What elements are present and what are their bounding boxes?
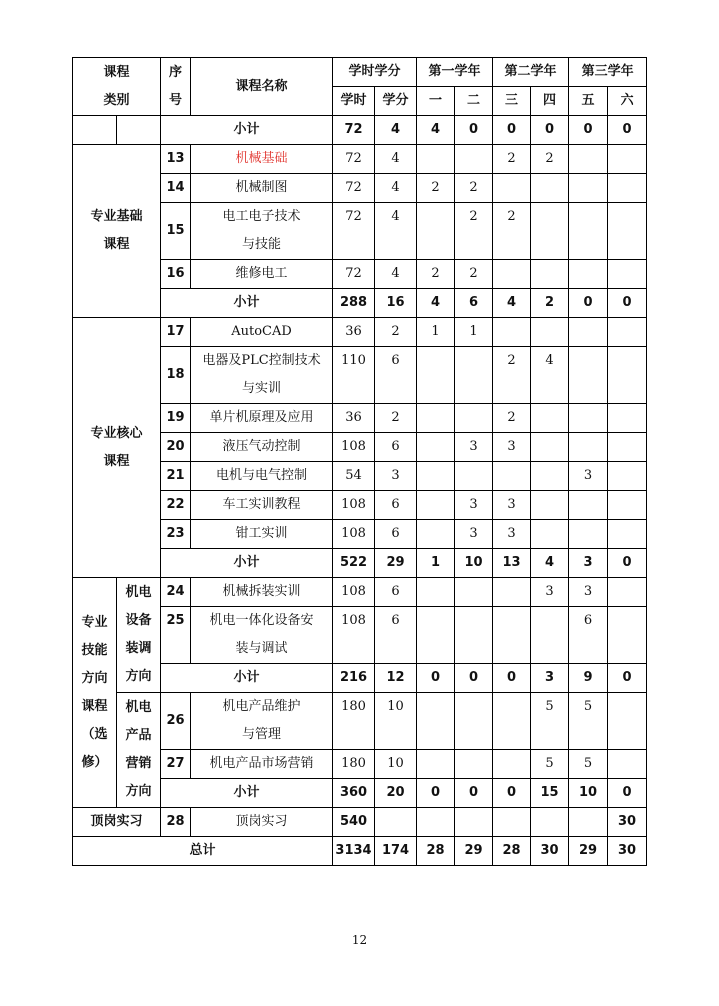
course-name-line2: 与实训: [242, 381, 282, 396]
course-name-line2: 与管理: [242, 727, 282, 742]
category-skill: [73, 578, 117, 808]
subtotal-term: 6: [455, 289, 493, 318]
subtotal-term: 0: [531, 116, 569, 145]
subtotal-term: 0: [455, 664, 493, 693]
total-credits: 174: [375, 837, 417, 866]
subtotal-term: 0: [608, 116, 647, 145]
term-6-header: 六: [608, 87, 647, 116]
seq-header: [161, 58, 191, 116]
course-term: [455, 607, 493, 664]
hours-credits-header: 学时学分: [333, 58, 417, 87]
subtotal-term: 4: [493, 289, 531, 318]
course-hours: 540: [333, 808, 375, 837]
course-no: 16: [161, 260, 191, 289]
category-header: [73, 58, 161, 116]
course-term: [531, 462, 569, 491]
course-term: 3: [569, 578, 608, 607]
course-term: [417, 607, 455, 664]
course-credits: 6: [375, 578, 417, 607]
course-term: 2: [493, 203, 531, 260]
direction-line: 方向: [125, 669, 152, 684]
table-row: [73, 318, 647, 347]
course-term: [455, 462, 493, 491]
course-term: [417, 433, 455, 462]
course-term: [569, 174, 608, 203]
subtotal-label: 小计: [161, 664, 333, 693]
course-term: 3: [493, 491, 531, 520]
subtotal-hours: 288: [333, 289, 375, 318]
course-term: 2: [531, 145, 569, 174]
hours-header: 学时: [333, 87, 375, 116]
course-term: [608, 404, 647, 433]
course-term: [417, 203, 455, 260]
course-term: [531, 318, 569, 347]
course-term: 2: [417, 260, 455, 289]
course-term: [455, 578, 493, 607]
course-term: [455, 347, 493, 404]
course-hours: 108: [333, 433, 375, 462]
course-hours: 110: [333, 347, 375, 404]
course-credits: 6: [375, 491, 417, 520]
total-term: 29: [569, 837, 608, 866]
course-term: [608, 693, 647, 750]
course-term: 2: [455, 174, 493, 203]
category-header-line2: 类别: [103, 92, 130, 108]
subtotal-credits: 12: [375, 664, 417, 693]
subtotal-term: 0: [608, 664, 647, 693]
header-row-1: [73, 58, 647, 87]
subtotal-term: 0: [569, 116, 608, 145]
course-no: 15: [161, 203, 191, 260]
subtotal-term: 2: [531, 289, 569, 318]
course-term: [531, 404, 569, 433]
course-name: 单片机原理及应用: [191, 404, 333, 433]
course-hours: 108: [333, 520, 375, 549]
course-term: [455, 145, 493, 174]
course-term: [455, 750, 493, 779]
course-name: 机械制图: [191, 174, 333, 203]
course-name: [191, 607, 333, 664]
course-term: 3: [455, 491, 493, 520]
course-term: [493, 808, 531, 837]
category-header-line1: 课程: [103, 64, 130, 80]
subtotal-term: 10: [569, 779, 608, 808]
category-core-line1: 专业核心: [90, 425, 143, 441]
course-no: 20: [161, 433, 191, 462]
subtotal-term: 0: [417, 779, 455, 808]
credits-header: 学分: [375, 87, 417, 116]
subtotal-hours: 522: [333, 549, 375, 578]
course-term: [531, 203, 569, 260]
course-name-line1: 机电产品维护: [222, 699, 301, 714]
subtotal-term: 4: [531, 549, 569, 578]
subtotal-term: 0: [455, 779, 493, 808]
course-name: 机械基础: [191, 145, 333, 174]
course-term: [493, 462, 531, 491]
course-no: 24: [161, 578, 191, 607]
course-term: [417, 578, 455, 607]
total-term: 30: [531, 837, 569, 866]
course-credits: 4: [375, 260, 417, 289]
course-hours: 72: [333, 145, 375, 174]
course-term: [417, 404, 455, 433]
course-term: 2: [417, 174, 455, 203]
course-term: [455, 693, 493, 750]
subtotal-term: 0: [455, 116, 493, 145]
table-row: [73, 578, 647, 607]
direction-line: 机电: [125, 700, 152, 715]
course-hours: 54: [333, 462, 375, 491]
course-no: 18: [161, 347, 191, 404]
total-term: 29: [455, 837, 493, 866]
total-row: [73, 837, 647, 866]
subtotal-label: 小计: [161, 289, 333, 318]
course-credits: 10: [375, 693, 417, 750]
course-term: [608, 607, 647, 664]
course-term: 1: [455, 318, 493, 347]
subtotal-term: 0: [493, 779, 531, 808]
page-number: 12: [351, 933, 368, 947]
direction-line: 营销: [125, 756, 152, 771]
course-hours: 180: [333, 750, 375, 779]
subtotal-term: 0: [608, 549, 647, 578]
course-credits: 6: [375, 433, 417, 462]
course-term: 3: [455, 520, 493, 549]
course-term: [608, 578, 647, 607]
course-term: [455, 808, 493, 837]
direction-line: 装调: [125, 641, 152, 656]
course-term: 3: [493, 433, 531, 462]
course-term: [531, 607, 569, 664]
course-no: 19: [161, 404, 191, 433]
course-term: [569, 491, 608, 520]
term-1-header: 一: [417, 87, 455, 116]
course-hours: 108: [333, 607, 375, 664]
subtotal-term: 0: [569, 289, 608, 318]
subtotal-label: 小计: [161, 116, 333, 145]
course-term: 2: [493, 404, 531, 433]
course-term: [417, 693, 455, 750]
course-no: 17: [161, 318, 191, 347]
course-term: 1: [417, 318, 455, 347]
course-credits: 4: [375, 203, 417, 260]
course-name: 机电产品市场营销: [191, 750, 333, 779]
course-term: [608, 433, 647, 462]
course-term: [417, 462, 455, 491]
course-name-header: 课程名称: [191, 58, 333, 116]
course-term: [531, 808, 569, 837]
course-no: 14: [161, 174, 191, 203]
subtotal-term: 4: [417, 289, 455, 318]
course-term: [608, 318, 647, 347]
course-term: [417, 808, 455, 837]
course-term: [531, 491, 569, 520]
course-term: [569, 145, 608, 174]
subtotal-term: 0: [493, 664, 531, 693]
course-term: 3: [569, 462, 608, 491]
course-name: [191, 693, 333, 750]
subtotal-hours: 216: [333, 664, 375, 693]
direction-line: 产品: [125, 728, 152, 743]
course-name: 机械拆装实训: [191, 578, 333, 607]
course-no: 27: [161, 750, 191, 779]
course-term: [417, 491, 455, 520]
internship-row: [73, 808, 647, 837]
subtotal-term: 10: [455, 549, 493, 578]
course-term: 3: [493, 520, 531, 549]
seq-header-line1: 序: [169, 64, 183, 80]
category-skill-line: 技能: [81, 642, 108, 658]
course-hours: 72: [333, 174, 375, 203]
course-term: [608, 145, 647, 174]
subtotal-credits: 4: [375, 116, 417, 145]
course-term: [608, 174, 647, 203]
course-term: [608, 462, 647, 491]
category-basic-line2: 课程: [103, 237, 130, 252]
course-credits: 2: [375, 404, 417, 433]
course-term: [608, 491, 647, 520]
course-name: AutoCAD: [191, 318, 333, 347]
course-term: [569, 808, 608, 837]
course-name: [191, 203, 333, 260]
course-credits: 4: [375, 174, 417, 203]
subtotal-label: 小计: [161, 549, 333, 578]
course-name-line1: 电器及PLC控制技术: [202, 353, 321, 368]
course-term: 5: [531, 750, 569, 779]
subtotal-term: 4: [417, 116, 455, 145]
year3-header: 第三学年: [569, 58, 647, 87]
course-term: [531, 433, 569, 462]
course-no: 23: [161, 520, 191, 549]
direction-equipment: [117, 578, 161, 693]
subtotal-hours: 72: [333, 116, 375, 145]
subtotal-term: 13: [493, 549, 531, 578]
course-term: 4: [531, 347, 569, 404]
course-term: [569, 318, 608, 347]
course-term: [493, 318, 531, 347]
course-term: [493, 578, 531, 607]
course-term: 30: [608, 808, 647, 837]
course-credits: 3: [375, 462, 417, 491]
category-core-line2: 课程: [103, 453, 130, 469]
year1-header: 第一学年: [417, 58, 493, 87]
course-term: 3: [455, 433, 493, 462]
term-3-header: 三: [493, 87, 531, 116]
direction-line: 设备: [125, 613, 152, 628]
course-term: [531, 520, 569, 549]
subtotal-term: 0: [608, 289, 647, 318]
course-term: [417, 750, 455, 779]
subtotal-term: 0: [417, 664, 455, 693]
category-skill-line: 修）: [81, 754, 108, 770]
course-term: 2: [455, 260, 493, 289]
course-term: [569, 433, 608, 462]
course-credits: 2: [375, 318, 417, 347]
course-term: [569, 260, 608, 289]
course-no: 25: [161, 607, 191, 664]
subtotal-credits: 20: [375, 779, 417, 808]
category-skill-line: 专业: [81, 614, 108, 630]
course-no: 21: [161, 462, 191, 491]
course-name-line1: 机电一体化设备安: [209, 613, 314, 628]
course-term: [417, 347, 455, 404]
course-credits: 6: [375, 347, 417, 404]
course-name: 车工实训教程: [191, 491, 333, 520]
direction-line: 方向: [125, 784, 152, 799]
course-term: [531, 174, 569, 203]
direction-marketing: [117, 693, 161, 808]
course-term: 5: [531, 693, 569, 750]
course-no: 13: [161, 145, 191, 174]
course-term: 6: [569, 607, 608, 664]
curriculum-table: [72, 57, 647, 866]
total-term: 28: [493, 837, 531, 866]
subtotal-term: 3: [531, 664, 569, 693]
subtotal-hours: 360: [333, 779, 375, 808]
seq-header-line2: 号: [169, 92, 183, 108]
course-term: [608, 520, 647, 549]
category-skill-line: 课程: [81, 698, 108, 714]
course-term: [417, 520, 455, 549]
category-internship: 顶岗实习: [73, 808, 161, 837]
subtotal-term: 1: [417, 549, 455, 578]
course-term: [531, 260, 569, 289]
course-no: 28: [161, 808, 191, 837]
total-term: 30: [608, 837, 647, 866]
course-term: 3: [531, 578, 569, 607]
course-term: 5: [569, 750, 608, 779]
course-term: [493, 174, 531, 203]
course-hours: 108: [333, 578, 375, 607]
term-5-header: 五: [569, 87, 608, 116]
category-basic-line1: 专业基础: [90, 209, 143, 224]
category-skill-line: 方向: [81, 670, 108, 686]
course-term: [608, 347, 647, 404]
course-term: [455, 404, 493, 433]
course-term: [569, 404, 608, 433]
course-name: 电机与电气控制: [191, 462, 333, 491]
course-term: [493, 750, 531, 779]
course-name: 液压气动控制: [191, 433, 333, 462]
course-term: [493, 260, 531, 289]
subtotal-label: 小计: [161, 779, 333, 808]
total-label: 总计: [73, 837, 333, 866]
total-hours: 3134: [333, 837, 375, 866]
subtotal-term: 0: [493, 116, 531, 145]
course-term: 2: [493, 347, 531, 404]
course-term: [608, 750, 647, 779]
course-term: 2: [493, 145, 531, 174]
course-no: 26: [161, 693, 191, 750]
subtotal-term: 3: [569, 549, 608, 578]
course-credits: 6: [375, 607, 417, 664]
category-skill-line: （选: [81, 726, 108, 742]
category-core: [73, 318, 161, 578]
empty-cell: [73, 116, 117, 145]
course-name: 顶岗实习: [191, 808, 333, 837]
course-credits: 6: [375, 520, 417, 549]
course-term: [493, 607, 531, 664]
course-no: 22: [161, 491, 191, 520]
course-hours: 108: [333, 491, 375, 520]
term-4-header: 四: [531, 87, 569, 116]
course-term: 5: [569, 693, 608, 750]
category-basic: [73, 145, 161, 318]
subtotal-term: 9: [569, 664, 608, 693]
subtotal-term: 15: [531, 779, 569, 808]
subtotal-credits: 29: [375, 549, 417, 578]
direction-line: 机电: [125, 585, 152, 600]
course-name-line1: 电工电子技术: [222, 209, 301, 224]
course-term: [417, 145, 455, 174]
course-hours: 36: [333, 404, 375, 433]
subtotal-term: 0: [608, 779, 647, 808]
term-2-header: 二: [455, 87, 493, 116]
course-credits: 4: [375, 145, 417, 174]
table-row: [73, 145, 647, 174]
course-name-line2: 装与调试: [235, 641, 288, 656]
course-term: [608, 260, 647, 289]
course-credits: [375, 808, 417, 837]
course-term: [569, 203, 608, 260]
course-name: 钳工实训: [191, 520, 333, 549]
course-hours: 72: [333, 203, 375, 260]
course-credits: 10: [375, 750, 417, 779]
top-subtotal-row: [73, 116, 647, 145]
year2-header: 第二学年: [493, 58, 569, 87]
course-term: [569, 520, 608, 549]
course-name: [191, 347, 333, 404]
total-term: 28: [417, 837, 455, 866]
course-term: [569, 347, 608, 404]
course-term: [608, 203, 647, 260]
course-hours: 36: [333, 318, 375, 347]
course-hours: 72: [333, 260, 375, 289]
empty-cell: [117, 116, 161, 145]
course-term: 2: [455, 203, 493, 260]
subtotal-credits: 16: [375, 289, 417, 318]
course-name: 维修电工: [191, 260, 333, 289]
course-hours: 180: [333, 693, 375, 750]
course-name-line2: 与技能: [242, 237, 282, 252]
course-term: [493, 693, 531, 750]
